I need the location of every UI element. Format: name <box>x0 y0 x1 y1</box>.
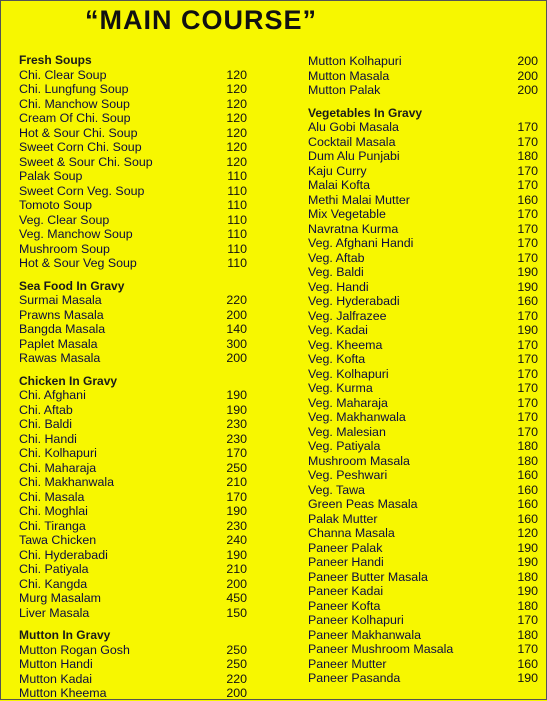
menu-item-name: Tawa Chicken <box>19 533 97 547</box>
section-heading: Fresh Soups <box>19 53 92 67</box>
menu-item-name: Chi. Hyderabadi <box>19 547 108 562</box>
menu-item-name: Chi. Masala <box>19 489 85 504</box>
menu-item <box>308 526 538 541</box>
menu-item-name: Malai Kofta <box>308 178 370 192</box>
menu-item-price: 170 <box>517 337 538 352</box>
menu-item <box>19 643 247 658</box>
menu-item <box>308 352 538 367</box>
menu-item-name: Veg. Malesian <box>308 424 386 439</box>
menu-item-price: 300 <box>226 336 247 351</box>
menu-item-price: 110 <box>227 227 247 241</box>
menu-item-name: Murg Masalam <box>19 591 101 605</box>
menu-item-name: Paneer Butter Masala <box>308 569 428 584</box>
menu-item-price: 180 <box>517 149 538 163</box>
menu-item <box>308 54 538 69</box>
menu-item-price: 150 <box>226 605 247 620</box>
menu-item-price: 200 <box>226 307 247 322</box>
menu-item <box>308 83 538 98</box>
menu-item-name: Sweet Corn Veg. Soup <box>19 183 145 198</box>
menu-item <box>19 242 247 257</box>
menu-item <box>308 425 538 440</box>
menu-item-price: 230 <box>226 431 247 446</box>
menu-item <box>308 541 538 556</box>
menu-item-price: 190 <box>517 279 538 294</box>
menu-item-price: 160 <box>517 511 538 526</box>
menu-item <box>19 337 247 352</box>
menu-item-price: 190 <box>517 671 538 685</box>
menu-item-name: Veg. Kolhapuri <box>308 366 389 381</box>
menu-item-price: 170 <box>517 163 538 178</box>
menu-item-price: 180 <box>517 569 538 584</box>
menu-item <box>308 265 538 280</box>
menu-item-name: Chi. Patiyala <box>19 562 89 576</box>
menu-item-price: 220 <box>226 293 247 307</box>
menu-item-price: 170 <box>517 410 538 424</box>
menu-item-name: Mutton Palak <box>308 83 381 97</box>
section-heading: Chicken In Gravy <box>19 373 118 388</box>
menu-item-price: 170 <box>517 366 538 381</box>
page-title: “MAIN COURSE” <box>84 5 317 35</box>
menu-item <box>19 686 247 701</box>
menu-item <box>308 555 538 570</box>
menu-item <box>19 577 247 592</box>
menu-item-name: Chi. Baldi <box>19 417 73 431</box>
menu-item-name: Mushroom Soup <box>19 241 110 256</box>
menu-section <box>19 366 247 621</box>
menu-item-price: 170 <box>517 642 538 656</box>
menu-item-price: 180 <box>517 453 538 468</box>
menu-item-price: 140 <box>226 322 247 336</box>
menu-item <box>308 280 538 295</box>
menu-item-price: 110 <box>227 241 247 256</box>
menu-item <box>308 454 538 469</box>
menu-item-price: 170 <box>517 613 538 627</box>
menu-item-price: 110 <box>227 256 247 270</box>
section-heading: Sea Food In Gravy <box>19 278 125 293</box>
menu-item <box>308 236 538 251</box>
menu-item-name: Liver Masala <box>19 605 90 620</box>
menu-item-name: Mutton Kolhapuri <box>308 54 402 68</box>
menu-item-price: 170 <box>517 236 538 250</box>
menu-item-name: Paneer Pasanda <box>308 671 401 685</box>
left-column <box>19 53 247 701</box>
menu-item-price: 200 <box>517 68 538 83</box>
menu-item-name: Veg. Kofta <box>308 352 366 366</box>
menu-item-price: 230 <box>226 518 247 533</box>
menu-item <box>19 293 247 308</box>
section-heading: Vegetables In Gravy <box>308 105 423 120</box>
menu-item-price: 170 <box>517 178 538 192</box>
menu-item-price: 120 <box>226 154 247 169</box>
menu-item-name: Chi. Kangda <box>19 576 88 591</box>
menu-item-name: Paneer Kofta <box>308 598 381 613</box>
menu-item <box>308 135 538 150</box>
menu-item-price: 170 <box>517 381 538 395</box>
menu-item-name: Paneer Makhanwala <box>308 627 421 642</box>
menu-item <box>308 599 538 614</box>
menu-item <box>19 227 247 242</box>
menu-item <box>19 140 247 155</box>
menu-item-price: 170 <box>517 395 538 410</box>
menu-item <box>308 178 538 193</box>
menu-item <box>308 613 538 628</box>
menu-item-name: Palak Soup <box>19 169 83 183</box>
menu-item-name: Paneer Kadai <box>308 584 384 598</box>
menu-item-price: 180 <box>517 439 538 453</box>
menu-item-name: Veg. Kurma <box>308 381 373 395</box>
menu-item-price: 190 <box>226 388 247 402</box>
menu-item-name: Veg. Aftab <box>308 250 365 265</box>
menu-item-price: 170 <box>226 446 247 460</box>
menu-item <box>308 338 538 353</box>
menu-item <box>19 155 247 170</box>
menu-item-price: 160 <box>517 656 538 671</box>
menu-item <box>19 672 247 687</box>
menu-item <box>308 410 538 425</box>
menu-item-name: Paneer Handi <box>308 555 384 569</box>
menu-item <box>19 504 247 519</box>
menu-item-name: Chi. Afghani <box>19 388 86 402</box>
menu-item-name: Alu Gobi Masala <box>308 120 399 134</box>
menu-item <box>19 198 247 213</box>
menu-section <box>19 53 247 271</box>
menu-item-name: Cocktail Masala <box>308 134 396 149</box>
menu-item-name: Veg. Handi <box>308 279 369 294</box>
menu-item-name: Paneer Mushroom Masala <box>308 642 454 656</box>
menu-item <box>19 82 247 97</box>
menu-item <box>308 294 538 309</box>
menu-item-name: Surmai Masala <box>19 293 102 307</box>
menu-item-price: 120 <box>226 140 247 154</box>
menu-item-price: 190 <box>226 547 247 562</box>
menu-item-price: 170 <box>517 352 538 366</box>
menu-item-price: 250 <box>226 642 247 657</box>
menu-item-name: Chi. Tiranga <box>19 518 86 533</box>
menu-item <box>308 512 538 527</box>
menu-item-name: Veg. Maharaja <box>308 395 388 410</box>
menu-item-price: 190 <box>517 555 538 569</box>
menu-item-price: 160 <box>517 192 538 207</box>
menu-item-name: Veg. Jalfrazee <box>308 308 387 323</box>
menu-item-name: Bangda Masala <box>19 322 106 336</box>
menu-item-price: 120 <box>517 526 538 540</box>
menu-item <box>308 584 538 599</box>
menu-item-name: Cream Of Chi. Soup <box>19 111 131 125</box>
menu-item-name: Hot & Sour Chi. Soup <box>19 125 138 140</box>
menu-item-name: Chi. Makhanwala <box>19 475 115 489</box>
menu-item-price: 200 <box>226 351 247 365</box>
menu-item-name: Veg. Tawa <box>308 482 365 497</box>
menu-item-price: 160 <box>517 468 538 482</box>
menu-item-name: Paplet Masala <box>19 336 98 351</box>
menu-item <box>19 388 247 403</box>
section-gap <box>19 620 247 628</box>
menu-item <box>19 126 247 141</box>
menu-item-price: 200 <box>226 686 247 700</box>
menu-item <box>308 367 538 382</box>
menu-item-price: 170 <box>517 134 538 149</box>
menu-item-name: Paneer Palak <box>308 540 383 555</box>
menu-item-name: Rawas Masala <box>19 351 101 365</box>
menu-item <box>19 111 247 126</box>
menu-item <box>308 396 538 411</box>
menu-item-name: Palak Mutter <box>308 511 378 526</box>
section-gap <box>308 98 538 106</box>
menu-item <box>308 483 538 498</box>
menu-item-name: Prawns Masala <box>19 307 104 322</box>
section-gap <box>19 271 247 279</box>
menu-item-name: Paneer Kolhapuri <box>308 613 404 627</box>
right-column <box>308 54 538 686</box>
menu-item <box>19 184 247 199</box>
section-heading: Mutton In Gravy <box>19 628 111 642</box>
menu-item-price: 190 <box>517 265 538 279</box>
menu-item <box>19 351 247 366</box>
menu-item-name: Tomoto Soup <box>19 198 93 212</box>
menu-item <box>308 193 538 208</box>
menu-item <box>19 322 247 337</box>
menu-item <box>19 169 247 184</box>
menu-item-price: 170 <box>517 308 538 323</box>
menu-item-price: 190 <box>226 504 247 518</box>
menu-item-name: Veg. Manchow Soup <box>19 227 133 241</box>
menu-item-price: 160 <box>517 482 538 497</box>
menu-item <box>308 642 538 657</box>
menu-item-name: Veg. Hyderabadi <box>308 294 400 308</box>
menu-item <box>19 606 247 621</box>
menu-item-name: Mutton Kheema <box>19 686 107 700</box>
menu-item-name: Navratna Kurma <box>308 221 399 236</box>
menu-item-price: 250 <box>226 657 247 671</box>
menu-item-name: Chi. Kolhapuri <box>19 446 97 460</box>
menu-item-price: 210 <box>226 475 247 489</box>
menu-item-name: Veg. Baldi <box>308 265 364 279</box>
menu-item <box>19 308 247 323</box>
menu-item-name: Channa Masala <box>308 526 395 540</box>
menu-item <box>19 548 247 563</box>
menu-item-price: 110 <box>227 212 247 227</box>
menu-item-name: Mix Vegetable <box>308 207 386 221</box>
menu-item-price: 110 <box>227 198 247 212</box>
menu-item-name: Chi. Moghlai <box>19 504 88 518</box>
menu-item-name: Mutton Kadai <box>19 671 93 686</box>
menu-item <box>308 207 538 222</box>
menu-item-name: Chi. Manchow Soup <box>19 96 130 111</box>
menu-item <box>19 68 247 83</box>
menu-item-name: Veg. Afghani Handi <box>308 236 414 250</box>
menu-item-price: 110 <box>227 169 247 183</box>
section-gap <box>19 366 247 374</box>
menu-item <box>19 490 247 505</box>
menu-item <box>308 497 538 512</box>
menu-item-name: Methi Malai Mutter <box>308 192 410 207</box>
menu-item <box>308 222 538 237</box>
menu-item-price: 170 <box>517 221 538 236</box>
menu-item <box>308 120 538 135</box>
menu-item-name: Kaju Curry <box>308 163 367 178</box>
menu-item-price: 160 <box>517 497 538 511</box>
menu-item-price: 170 <box>517 424 538 439</box>
menu-item-price: 220 <box>226 671 247 686</box>
menu-item-name: Sweet & Sour Chi. Soup <box>19 154 153 169</box>
menu-item <box>19 562 247 577</box>
menu-item-name: Green Peas Masala <box>308 497 418 511</box>
menu-item-name: Hot & Sour Veg Soup <box>19 256 137 270</box>
menu-item <box>19 417 247 432</box>
menu-item <box>308 69 538 84</box>
menu-item-price: 120 <box>226 67 247 82</box>
menu-item-name: Chi. Aftab <box>19 402 73 417</box>
menu-item-price: 230 <box>226 417 247 431</box>
menu-item-name: Mutton Masala <box>308 68 390 83</box>
menu-item-price: 190 <box>517 584 538 598</box>
menu-item <box>19 591 247 606</box>
menu-item-price: 190 <box>517 540 538 555</box>
menu-item <box>308 439 538 454</box>
menu-item <box>19 519 247 534</box>
menu-item-name: Mushroom Masala <box>308 453 410 468</box>
menu-item-price: 120 <box>226 96 247 111</box>
menu-item <box>308 381 538 396</box>
menu-item-price: 190 <box>517 323 538 337</box>
menu-section <box>308 98 538 686</box>
menu-item-price: 120 <box>226 125 247 140</box>
menu-item-name: Dum Alu Punjabi <box>308 149 400 163</box>
menu-item-price: 240 <box>226 533 247 547</box>
menu-item-price: 190 <box>226 402 247 417</box>
menu-item-price: 170 <box>517 120 538 134</box>
menu-item-price: 450 <box>226 591 247 605</box>
menu-item-price: 120 <box>226 111 247 125</box>
menu-item <box>19 533 247 548</box>
menu-item-name: Veg. Clear Soup <box>19 212 110 227</box>
menu-item-price: 160 <box>517 294 538 308</box>
menu-item-price: 120 <box>226 82 247 96</box>
menu-item-name: Veg. Makhanwala <box>308 410 406 424</box>
menu-item-price: 210 <box>226 562 247 576</box>
menu-item-name: Veg. Kadai <box>308 323 368 337</box>
menu-item <box>308 671 538 686</box>
menu-item-name: Veg. Patiyala <box>308 439 381 453</box>
menu-item <box>19 461 247 476</box>
menu-item <box>308 251 538 266</box>
menu-item-name: Chi. Maharaja <box>19 460 97 475</box>
menu-item <box>308 628 538 643</box>
menu-item-price: 170 <box>226 489 247 504</box>
menu-item-name: Paneer Mutter <box>308 656 387 671</box>
menu-item-name: Chi. Lungfung Soup <box>19 82 129 96</box>
menu-item-price: 200 <box>517 83 538 97</box>
menu-item <box>19 403 247 418</box>
menu-item <box>308 149 538 164</box>
menu-item <box>308 468 538 483</box>
menu-item-price: 180 <box>517 627 538 642</box>
menu-item-price: 200 <box>226 576 247 591</box>
menu-item-name: Mutton Handi <box>19 657 93 671</box>
menu-item <box>308 657 538 672</box>
menu-item-price: 180 <box>517 598 538 613</box>
menu-item-price: 170 <box>517 250 538 265</box>
menu-item-name: Mutton Rogan Gosh <box>19 642 130 657</box>
menu-item-name: Sweet Corn Chi. Soup <box>19 140 142 154</box>
menu-item-name: Veg. Peshwari <box>308 468 388 482</box>
menu-item-name: Chi. Handi <box>19 431 77 446</box>
menu-item-name: Chi. Clear Soup <box>19 67 107 82</box>
menu-item-price: 250 <box>226 460 247 475</box>
menu-item <box>19 475 247 490</box>
menu-item <box>308 309 538 324</box>
menu-section <box>19 271 247 366</box>
menu-item-name: Veg. Kheema <box>308 337 383 352</box>
menu-item <box>308 570 538 585</box>
menu-item-price: 170 <box>517 207 538 221</box>
menu-item <box>19 432 247 447</box>
menu-item <box>19 97 247 112</box>
menu-section <box>308 54 538 98</box>
menu-item-price: 200 <box>517 54 538 68</box>
menu-item <box>19 657 247 672</box>
menu-item <box>19 256 247 271</box>
menu-item <box>308 164 538 179</box>
menu-section <box>19 620 247 701</box>
menu-item <box>19 446 247 461</box>
menu-item <box>19 213 247 228</box>
menu-item <box>308 323 538 338</box>
menu-item-price: 110 <box>227 183 247 198</box>
